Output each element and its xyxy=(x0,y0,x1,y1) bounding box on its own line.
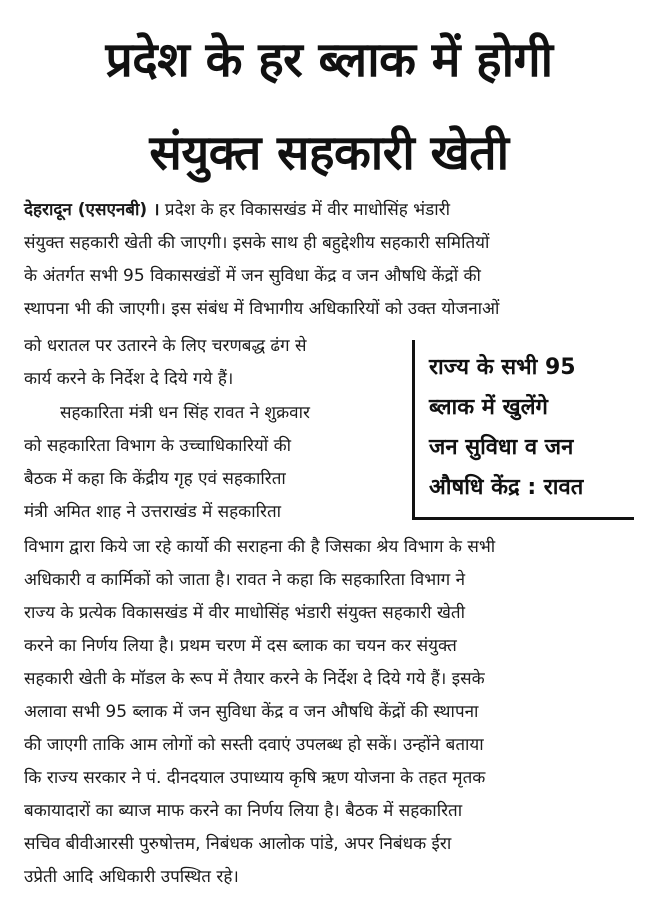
body-line-15: सहकारी खेती के मॉडल के रूप में तैयार करने के निर्देश दे दिये गये हैं। इसके xyxy=(24,669,485,689)
body-line-14: करने का निर्णय लिया है। प्रथम चरण में दस ब्लाक का चयन कर संयुक्त xyxy=(24,636,457,656)
body-line-21: उप्रेती आदि अधिकारी उपस्थित रहे। xyxy=(24,867,239,887)
headline-line-2: संयुक्त सहकारी खेती xyxy=(149,125,509,181)
pull-quote-line-1: राज्य के सभी 95 xyxy=(429,355,576,380)
body-line-7: सहकारिता मंत्री धन सिंह रावत ने शुक्रवार xyxy=(60,403,310,423)
body-line-6: कार्य करने के निर्देश दे दिये गये हैं। xyxy=(24,369,234,389)
body-line-8: को सहकारिता विभाग के उच्चाधिकारियों की xyxy=(24,436,292,456)
body-line-3: के अंतर्गत सभी 95 विकासखंडों में जन सुविधा केंद्र व जन औषधि केंद्रों की xyxy=(24,266,481,286)
body-line-12: अधिकारी व कार्मिकों को जाता है। रावत ने कहा कि सहकारिता विभाग ने xyxy=(24,570,466,590)
pull-quote-line-2: ब्लाक में खुलेंगे xyxy=(429,395,548,420)
body-line-11: विभाग द्वारा किये जा रहे कार्यो की सराहना की है जिसका श्रेय विभाग के सभी xyxy=(24,537,496,557)
body-line-19: बकायादारों का ब्याज माफ करने का निर्णय लिया है। बैठक में सहकारिता xyxy=(24,801,463,821)
pull-quote-line-4: औषधि केंद्र : रावत xyxy=(429,475,584,500)
pull-quote-line-3: जन सुविधा व जन xyxy=(429,435,574,460)
body-line-9: बैठक में कहा कि केंद्रीय गृह एवं सहकारिता xyxy=(24,469,286,489)
body-line-2: संयुक्त सहकारी खेती की जाएगी। इसके साथ ही बहुद्देशीय सहकारी समितियों xyxy=(24,233,490,253)
body-line-13: राज्य के प्रत्येक विकासखंड में वीर माधोसिंह भंडारी संयुक्त सहकारी खेती xyxy=(24,603,465,623)
headline-line-1: प्रदेश के हर ब्लाक में होगी xyxy=(105,32,553,88)
body-line-18: कि राज्य सरकार ने पं. दीनदयाल उपाध्याय कृषि ऋण योजना के तहत मृतक xyxy=(24,768,486,788)
body-line-16: अलावा सभी 95 ब्लाक में जन सुविधा केंद्र व जन औषधि केंद्रों की स्थापना xyxy=(24,702,479,722)
body-line-4: स्थापना भी की जाएगी। इस संबंध में विभागीय अधिकारियों को उक्त योजनाओं xyxy=(24,299,500,319)
body-line-17: की जाएगी ताकि आम लोगों को सस्ती दवाएं उपलब्ध हो सकें। उन्होंने बताया xyxy=(24,735,484,755)
body-line-5: को धरातल पर उतारने के लिए चरणबद्ध ढंग से xyxy=(24,336,307,356)
body-line-10: मंत्री अमित शाह ने उत्तराखंड में सहकारिता xyxy=(24,502,282,522)
body-line-20: सचिव बीवीआरसी पुरुषोत्तम, निबंधक आलोक पांडे, अपर निबंधक ईरा xyxy=(24,834,452,854)
dateline: देहरादून (एसएनबी) । xyxy=(24,200,160,220)
body-line-1: देहरादून (एसएनबी) । प्रदेश के हर विकासखंड में वीर माधोसिंह भंडारी xyxy=(24,200,450,220)
pull-quote-box xyxy=(412,340,634,520)
